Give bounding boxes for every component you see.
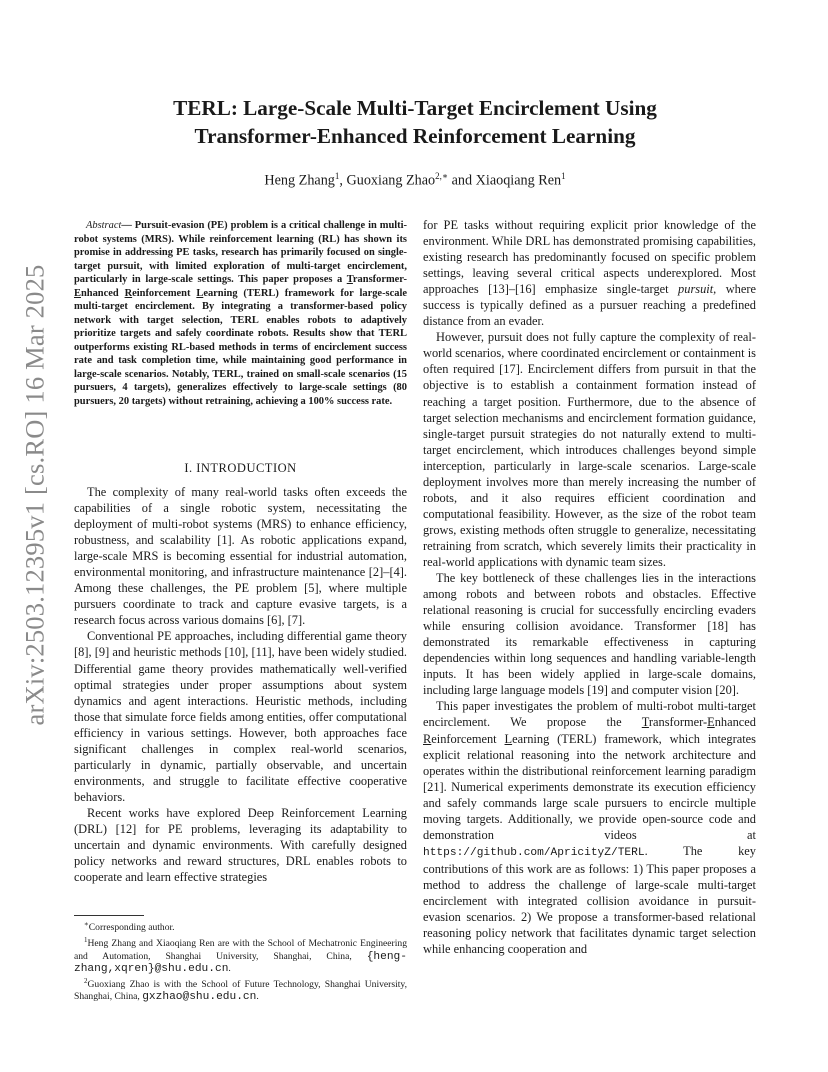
abstract-text: Pursuit-evasion (PE) problem is a critical challenge in multi-robot systems (MRS). While reinforcement learning (RL) has shown its promise in addressing PE tasks, research has primarily focused on single-target pursuit, with limited exploration of multi-target encirclement, particularly in large-scale settings. This paper proposes a: [74, 220, 407, 285]
emphasis: pursuit: [678, 282, 714, 297]
acronym-letter: T: [346, 274, 353, 285]
acronym-letter: L: [504, 731, 513, 746]
author-name: Guoxiang Zhao: [346, 172, 436, 189]
repository-link[interactable]: https://github.com/ApricityZ/TERL: [423, 846, 645, 859]
title-line-2: Transformer-Enhanced Reinforcement Learning: [194, 124, 636, 148]
right-column-body: [423, 217, 756, 957]
author-name: Xiaoqiang Ren: [475, 172, 562, 189]
abstract: [74, 219, 407, 408]
paragraph-text: ransformer-: [648, 715, 708, 730]
paragraph-text: (TERL) framework, which integrates explicit relational reasoning into the network architecture and operates within the distributional reinforcement learning paradigm [21]. Numerical experiments demonstrate its execution efficiency and safely commands large scale pursuers to encircle multiple moving targets. Additionally, we provide open-source code and demonstration videos at: [423, 731, 756, 842]
acronym-letter: E: [74, 287, 81, 299]
paragraph: [423, 698, 756, 957]
paragraph-text: , where success is typically defined as a pursuer reaching a predefined distance from an evader.: [423, 282, 756, 329]
footnote-text: Corresponding author.: [88, 922, 175, 934]
footnote-mark: 2: [84, 976, 88, 985]
acronym-letter: T: [641, 715, 649, 730]
footnote-mark: 1: [84, 936, 88, 945]
abstract-text: (TERL) framework for large-scale multi-target encirclement. By integrating a transformer-based policy network with target selection, TERL enables robots to adaptively prioritize targets and safely coordinate robots. Results show that TERL outperforms existing RL-based methods in terms of encirclement success rate and task completion time, while maintaining good performance in large-scale scenarios. Notably, TERL, trained on small-scale scenarios (15 pursuers, 4 targets), generalizes effectively to large-scale settings (80 pursuers, 20 targets) without retraining, achieving a 100% success rate.: [74, 287, 407, 407]
paragraph: The complexity of many real-world tasks often exceeds the capabilities of a single robotic system, necessitating the deployment of multi-robot systems (MRS) to enhance efficiency, robustness, and scalability [1]. As robotic applications expand, large-scale MRS is becoming essential for industrial automation, environmental monitoring, and infrastructure maintenance [2]–[4]. Among these challenges, the PE problem [5], where multiple pursuers coordinate to track and capture evasive targets, is a research focus across various domains [6], [7].: [74, 485, 407, 628]
email-address[interactable]: {heng-zhang,xqren}@shu.edu.cn: [74, 950, 407, 975]
acronym-letter: L: [196, 287, 204, 299]
acronym-letter: R: [423, 731, 432, 746]
paragraph: Recent works have explored Deep Reinforcement Learning (DRL) [12] for PE problems, leveraging its adaptability to uncertain and dynamic environments. With carefully designed policy networks and reward structures, DRL enables robots to cooperate and learn effective strategies: [74, 805, 407, 885]
abstract-label: Abstract: [86, 220, 122, 231]
arxiv-identifier: arXiv:2503.12395v1 [cs.RO] 16 Mar 2025: [19, 264, 50, 726]
affiliation-mark: 1: [561, 171, 566, 181]
paragraph: However, pursuit does not fully capture the complexity of real-world scenarios, where coordinated encirclement or containment is often required [17]. Encirclement differs from pursuit in that the objective is to establish a containment formation instead of reaching a target position. Furthermore, due to the absence of target selection mechanisms and encirclement formation guidance, single-target pursuit strategies do not naturally extend to multi-target encirclement, which introduces challenges beyond simple interception, particularly in large-scale scenarios. Large-scale deployment involves more than merely increasing the number of robots, and it also requires efficient coordination and computational feasibility. However, as the size of the robot team grows, existing methods often struggle to generalize, necessitating retraining from scratch, which severely limits their practicality in real-world applications with dynamic team sizes.: [423, 330, 756, 569]
paragraph: Conventional PE approaches, including differential game theory [8], [9] and heuristic methods [10], [11], have been widely studied. Differential game theory provides mathematically well-verified optimal strategies under proper assumptions about system dynamics and agent interactions. Heuristic methods, including those that simulate force fields among entities, offer computational efficiency in various settings. However, both approaches face significant challenges in complex real-world scenarios, particularly in dynamic, partially observable, and uncertain environments, and struggle to facilitate effective cooperative behaviors.: [74, 629, 407, 804]
footnote-text: Guoxiang Zhao is with the School of Future Technology, Shanghai University, Shanghai, China,: [74, 978, 407, 1003]
paragraph-text: nhanced: [714, 715, 756, 730]
abstract-text: earning: [203, 287, 238, 299]
affiliation-mark: 1: [334, 171, 340, 181]
author-list: [90, 171, 740, 190]
footnote-text: .: [256, 991, 259, 1003]
author-separator: ,: [339, 172, 347, 189]
paragraph: [423, 217, 756, 329]
paragraph-text: . The key contributions of this work are as follows: 1) This paper proposes a method to address the challenge of large-scale multi-target encirclement with integrated collision avoidance in pursuit-evasion scenarios. 2) We propose a transformer-based relational reasoning policy network that facilitates dynamic target selection while enhancing cooperation and: [423, 843, 756, 957]
title-line-1: TERL: Large-Scale Multi-Target Encirclement Using: [173, 96, 657, 120]
footnotes: [74, 918, 407, 1003]
footnote: [74, 934, 407, 974]
section-heading: I. INTRODUCTION: [184, 461, 297, 475]
paragraph-text: earning: [512, 731, 550, 746]
paragraph: The key bottleneck of these challenges lies in the interactions among robots and between robots and obstacles. Effective relational reasoning is crucial for successfully encircling evaders while ensuring collision avoidance. Transformer [18] has demonstrated its remarkable effectiveness in capturing dependencies within long sequences and handling variable-length inputs. It has been widely applied in large-scale domains, including large language models [19] and computer vision [20].: [423, 571, 756, 698]
author-name: Heng Zhang: [264, 172, 335, 189]
email-address[interactable]: gxzhao@shu.edu.cn: [142, 991, 257, 1004]
paper-title: [90, 94, 740, 150]
author-separator: and: [448, 172, 476, 189]
footnote-text: Heng Zhang and Xiaoqiang Ren are with the School of Mechatronic Engineering and Automation, Shanghai University, Shanghai, China,: [74, 938, 407, 962]
footnote-rule: [74, 915, 144, 916]
left-column-body: [74, 484, 407, 885]
abstract-text: nhanced: [80, 287, 125, 299]
abstract-dash: —: [121, 220, 135, 231]
affiliation-mark: 2,∗: [435, 171, 449, 181]
abstract-text: einforcement: [132, 287, 197, 299]
footnote: [74, 975, 407, 1003]
paragraph-text: einforcement: [431, 731, 505, 746]
arxiv-sidebar: [20, 260, 50, 730]
footnote-mark: ∗: [84, 920, 89, 928]
paragraph-text: This paper investigates the problem of multi-robot multi-target encirclement. We propose the: [423, 699, 756, 730]
footnote: [74, 918, 407, 934]
acronym-letter: E: [707, 715, 715, 730]
abstract-text: ransformer-: [352, 274, 407, 285]
footnote-text: .: [228, 962, 231, 974]
paragraph-text: for PE tasks without requiring explicit prior knowledge of the environment. While DRL has demonstrated promising capabilities, existing research has predominantly focused on specific problem settings, leaving several critical aspects underexplored. Most approaches [13]–[16] emphasize single-target: [423, 218, 756, 297]
acronym-letter: R: [124, 287, 133, 299]
